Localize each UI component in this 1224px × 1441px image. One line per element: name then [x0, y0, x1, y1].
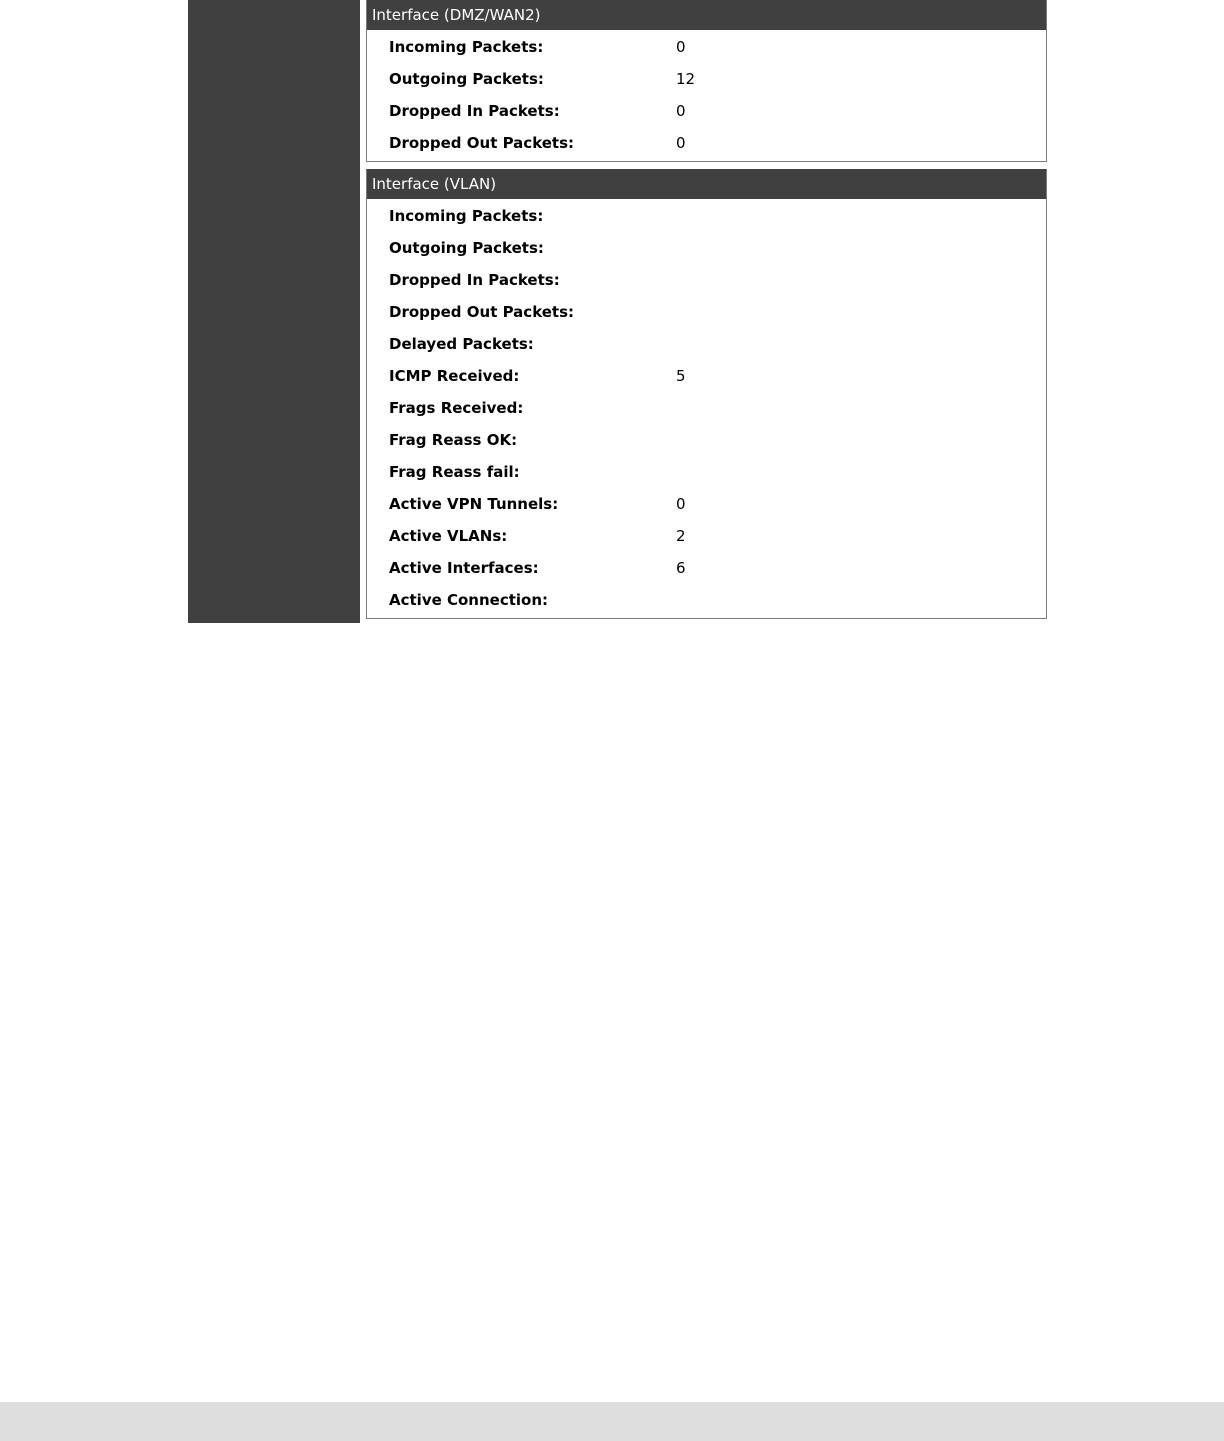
stat-label: Dropped In Packets:: [389, 102, 560, 120]
interface-dmz-wan2-panel: [366, 0, 1047, 162]
stat-label: Incoming Packets:: [389, 207, 544, 225]
stat-row: [367, 392, 1046, 424]
stat-value: [676, 328, 1046, 360]
stat-label: Active VLANs:: [389, 527, 508, 545]
stat-row: [367, 63, 1046, 95]
stat-value: 6: [676, 559, 686, 577]
stat-value: 0: [676, 134, 686, 152]
stat-label: Frag Reass OK:: [389, 431, 518, 449]
stat-row: [367, 264, 1046, 296]
stat-label: ICMP Received:: [389, 367, 520, 385]
stat-row: [367, 95, 1046, 127]
stat-label: Dropped In Packets:: [389, 271, 560, 289]
stat-row: [367, 456, 1046, 488]
footer-bar: [0, 1402, 1224, 1441]
panel-title: Interface (DMZ/WAN2): [367, 0, 1046, 30]
stat-row: [367, 200, 1046, 232]
stats-list: [367, 199, 1046, 618]
stat-row: [367, 584, 1046, 616]
stat-label: Active Interfaces:: [389, 559, 539, 577]
stat-row: [367, 520, 1046, 552]
stat-value: 5: [676, 367, 686, 385]
stat-value: [676, 424, 1046, 456]
stat-row: [367, 232, 1046, 264]
stats-list: [367, 30, 1046, 161]
stat-value: 0: [676, 102, 686, 120]
stat-row: [367, 31, 1046, 63]
stat-value: [676, 584, 1046, 616]
stat-value: 0: [676, 38, 686, 56]
main-content: [366, 0, 1047, 626]
stat-row: [367, 328, 1046, 360]
stat-row: [367, 424, 1046, 456]
stat-row: [367, 360, 1046, 392]
stat-value: [676, 456, 1046, 488]
panel-title: Interface (VLAN): [367, 169, 1046, 199]
stat-label: Delayed Packets:: [389, 335, 534, 353]
stat-value: [676, 264, 1046, 296]
stat-row: [367, 488, 1046, 520]
stat-value: 2: [676, 527, 686, 545]
stat-value: [676, 296, 1046, 328]
stat-label: Dropped Out Packets:: [389, 303, 575, 321]
stat-value: [676, 200, 1046, 232]
left-navigation-panel: [188, 0, 360, 623]
stat-value: 12: [676, 70, 696, 88]
stat-label: Incoming Packets:: [389, 38, 544, 56]
stat-row: [367, 296, 1046, 328]
stat-label: Frags Received:: [389, 399, 524, 417]
interface-vlan-panel: [366, 169, 1047, 619]
stat-label: Outgoing Packets:: [389, 70, 544, 88]
stat-label: Dropped Out Packets:: [389, 134, 575, 152]
stat-value: [676, 392, 1046, 424]
stat-label: Frag Reass fail:: [389, 463, 520, 481]
stat-value: [676, 232, 1046, 264]
stat-label: Active VPN Tunnels:: [389, 495, 559, 513]
stat-row: [367, 552, 1046, 584]
stat-label: Outgoing Packets:: [389, 239, 544, 257]
stat-label: Active Connection:: [389, 591, 549, 609]
stat-value: 0: [676, 495, 686, 513]
stat-row: [367, 127, 1046, 159]
